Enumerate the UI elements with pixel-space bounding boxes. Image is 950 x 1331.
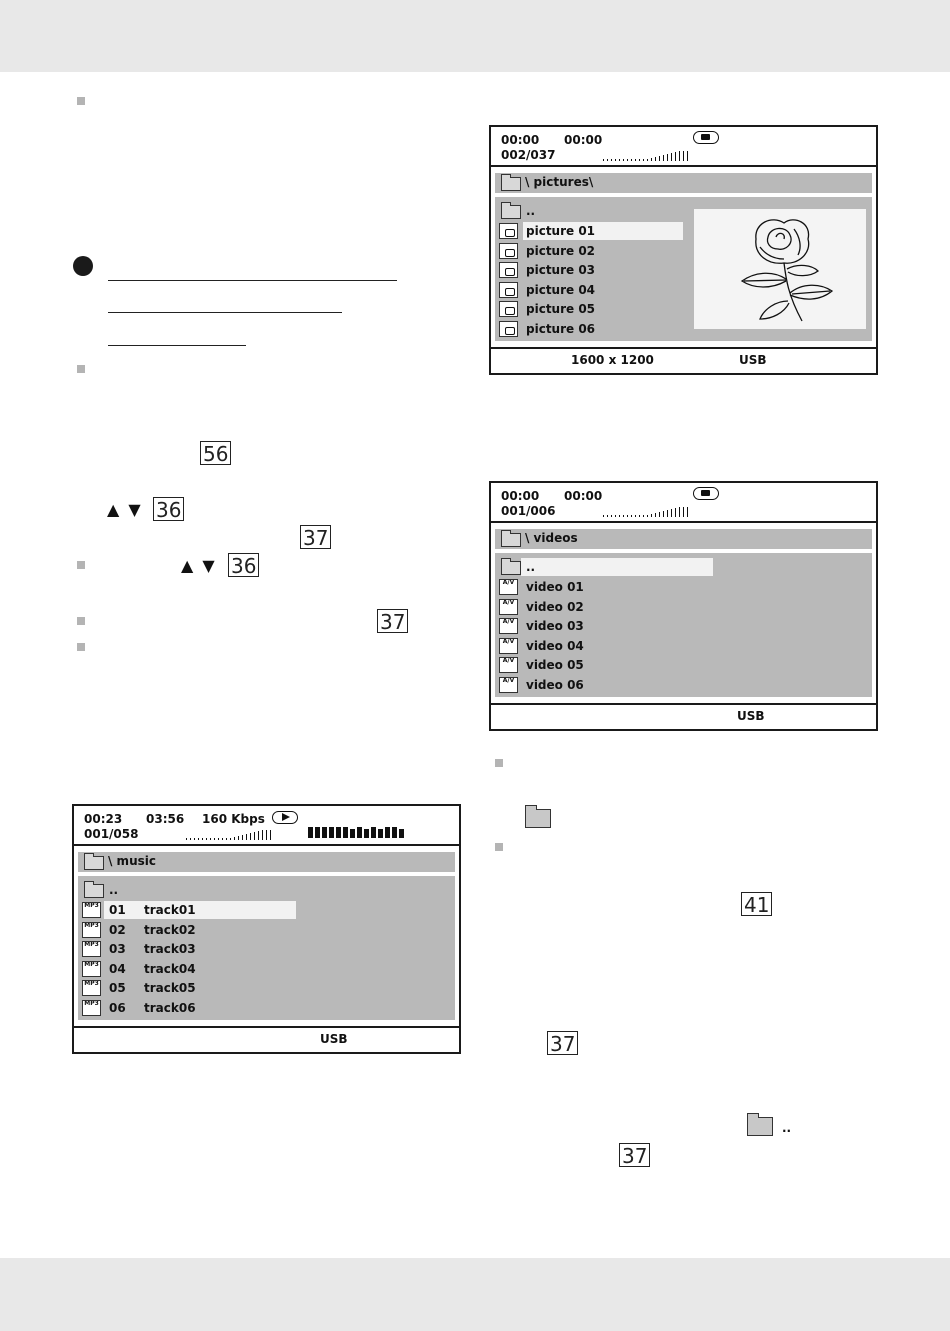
track-name: track05 (144, 981, 196, 995)
item-label: picture 04 (526, 283, 596, 297)
folder-icon (501, 533, 521, 547)
elapsed-time: 00:23 (84, 812, 123, 826)
item-label: video 01 (526, 580, 584, 594)
resolution-text: 1600 x 1200 (571, 353, 654, 367)
track-number: 03 (109, 942, 126, 956)
source-label: USB (739, 353, 767, 367)
equalizer-bar (336, 827, 341, 838)
blank-line (108, 345, 246, 346)
mp3-file-icon: MP3 (82, 922, 101, 938)
parent-label: .. (526, 560, 536, 574)
tick-mark (623, 515, 624, 517)
rose-illustration-icon (694, 209, 866, 329)
tick-mark (671, 153, 672, 161)
track-name: track01 (144, 903, 196, 917)
folder-icon (501, 205, 521, 219)
tick-mark (643, 159, 644, 161)
play-icon (272, 811, 298, 824)
equalizer-bar (350, 829, 355, 838)
list-item[interactable] (495, 222, 685, 241)
progress-ticks (603, 151, 693, 161)
tick-mark (206, 838, 207, 840)
file-list (495, 553, 872, 697)
equalizer-bar (378, 829, 383, 838)
current-path: \ pictures\ (525, 175, 594, 189)
equalizer-bar (364, 829, 369, 838)
list-item[interactable] (78, 901, 298, 920)
source-label: USB (320, 1032, 348, 1046)
ref-number-56: 56 (200, 441, 231, 465)
tick-mark (683, 151, 684, 161)
parent-folder-dots: .. (782, 1121, 792, 1135)
list-item[interactable] (495, 578, 715, 597)
equalizer-bar (322, 827, 327, 838)
tick-mark (667, 154, 668, 161)
track-name: track02 (144, 923, 196, 937)
file-counter: 001/058 (84, 827, 139, 841)
screen-header (491, 127, 876, 167)
mp3-file-icon: MP3 (82, 980, 101, 996)
equalizer-bar (385, 827, 390, 838)
video-file-icon: A/V (499, 657, 518, 673)
list-item[interactable] (78, 960, 298, 979)
folder-icon (84, 884, 104, 898)
parent-label: .. (526, 204, 536, 218)
equalizer-bar (308, 827, 313, 838)
tick-mark (663, 155, 664, 161)
track-name: track06 (144, 1001, 196, 1015)
item-label: video 06 (526, 678, 584, 692)
list-item[interactable] (495, 598, 715, 617)
track-name: track04 (144, 962, 196, 976)
equalizer-bars (308, 826, 408, 838)
tick-mark (242, 835, 243, 840)
up-down-arrow-icon: ▲ ▼ (181, 556, 217, 575)
tick-mark (254, 832, 255, 840)
video-file-icon: A/V (499, 638, 518, 654)
videos-screen (489, 481, 878, 731)
tick-mark (190, 838, 191, 840)
mp3-file-icon: MP3 (82, 961, 101, 977)
ref-number-37: 37 (619, 1143, 650, 1167)
tick-mark (627, 159, 628, 161)
tick-mark (687, 507, 688, 517)
tick-mark (679, 151, 680, 161)
tick-mark (222, 838, 223, 840)
folder-icon (84, 856, 104, 870)
track-number: 05 (109, 981, 126, 995)
tick-mark (607, 515, 608, 517)
current-path: \ videos (525, 531, 578, 545)
list-item[interactable] (495, 656, 715, 675)
tick-mark (627, 515, 628, 517)
item-label: picture 05 (526, 302, 596, 316)
list-item[interactable] (78, 999, 298, 1018)
tick-mark (607, 159, 608, 161)
ref-number-36: 36 (228, 553, 259, 577)
screen-footer (491, 347, 876, 373)
tick-mark (655, 157, 656, 161)
up-down-arrow-icon: ▲ ▼ (107, 500, 143, 519)
item-label: video 05 (526, 658, 584, 672)
tick-mark (214, 838, 215, 840)
bullet-marker (495, 843, 503, 851)
tick-mark (270, 830, 271, 840)
file-list (495, 197, 872, 341)
note-dot-icon (73, 256, 93, 276)
tick-mark (198, 838, 199, 840)
list-item[interactable] (495, 261, 685, 280)
stop-icon (693, 131, 719, 144)
screen-header (491, 483, 876, 523)
blank-line (108, 280, 397, 281)
tick-mark (631, 159, 632, 161)
ref-number-36: 36 (153, 497, 184, 521)
tick-mark (623, 159, 624, 161)
photo-file-icon (499, 321, 518, 337)
item-label: video 02 (526, 600, 584, 614)
tick-mark (663, 511, 664, 517)
screen-footer (491, 703, 876, 729)
video-file-icon: A/V (499, 618, 518, 634)
bullet-marker (77, 561, 85, 569)
tick-mark (603, 159, 604, 161)
file-counter: 002/037 (501, 148, 556, 162)
tick-mark (266, 830, 267, 840)
equalizer-bar (399, 829, 404, 838)
photo-file-icon (499, 223, 518, 239)
mp3-file-icon: MP3 (82, 902, 101, 918)
equalizer-bar (371, 827, 376, 838)
list-item[interactable] (495, 320, 685, 339)
mp3-file-icon: MP3 (82, 941, 101, 957)
equalizer-bar (343, 827, 348, 838)
elapsed-time: 00:00 (501, 133, 540, 147)
top-band (0, 0, 950, 72)
tick-mark (246, 834, 247, 840)
bitrate-text: 160 Kbps (202, 812, 265, 826)
tick-mark (258, 831, 259, 840)
source-label: USB (737, 709, 765, 723)
tick-mark (651, 158, 652, 161)
screen-footer (74, 1026, 459, 1052)
photo-file-icon (499, 301, 518, 317)
video-file-icon: A/V (499, 677, 518, 693)
list-item[interactable] (495, 281, 685, 300)
tick-mark (250, 833, 251, 840)
file-list (78, 876, 455, 1020)
path-bar (495, 173, 872, 193)
tick-mark (659, 156, 660, 161)
bullet-marker (77, 97, 85, 105)
tick-mark (186, 838, 187, 840)
tick-mark (687, 151, 688, 161)
bullet-marker (77, 643, 85, 651)
list-item[interactable] (495, 242, 685, 261)
ref-number-37: 37 (547, 1031, 578, 1055)
path-bar (495, 529, 872, 549)
tick-mark (635, 159, 636, 161)
tick-mark (238, 836, 239, 840)
track-number: 02 (109, 923, 126, 937)
item-label: picture 06 (526, 322, 596, 336)
progress-ticks (186, 830, 276, 840)
blank-line (108, 312, 342, 313)
tick-mark (643, 515, 644, 517)
tick-mark (647, 159, 648, 161)
folder-icon (501, 561, 521, 575)
tick-mark (667, 510, 668, 517)
screen-header (74, 806, 459, 846)
tick-mark (679, 507, 680, 517)
equalizer-bar (392, 827, 397, 838)
track-number: 01 (109, 903, 126, 917)
pictures-screen (489, 125, 878, 375)
list-item[interactable] (495, 617, 715, 636)
list-item[interactable] (495, 300, 685, 319)
total-time: 00:00 (564, 489, 603, 503)
equalizer-bar (329, 827, 334, 838)
tick-mark (655, 513, 656, 517)
bullet-marker (495, 759, 503, 767)
item-label: video 03 (526, 619, 584, 633)
total-time: 00:00 (564, 133, 603, 147)
tick-mark (635, 515, 636, 517)
photo-file-icon (499, 243, 518, 259)
tick-mark (194, 838, 195, 840)
ref-number-37: 37 (377, 609, 408, 633)
mp3-file-icon: MP3 (82, 1000, 101, 1016)
music-screen (72, 804, 461, 1054)
tick-mark (639, 159, 640, 161)
tick-mark (647, 515, 648, 517)
tick-mark (202, 838, 203, 840)
stop-icon (693, 487, 719, 500)
item-label: video 04 (526, 639, 584, 653)
picture-preview (694, 209, 866, 329)
video-file-icon: A/V (499, 599, 518, 615)
tick-mark (218, 838, 219, 840)
tick-mark (615, 159, 616, 161)
tick-mark (659, 512, 660, 517)
folder-icon (747, 1117, 773, 1136)
photo-file-icon (499, 262, 518, 278)
tick-mark (611, 159, 612, 161)
item-label: picture 02 (526, 244, 596, 258)
list-item[interactable] (78, 940, 298, 959)
list-item[interactable] (78, 979, 298, 998)
tick-mark (675, 152, 676, 161)
ref-number-37: 37 (300, 525, 331, 549)
tick-mark (651, 514, 652, 517)
tick-mark (619, 159, 620, 161)
video-file-icon: A/V (499, 579, 518, 595)
selection-highlight (104, 901, 296, 919)
folder-icon (501, 177, 521, 191)
track-name: track03 (144, 942, 196, 956)
tick-mark (230, 838, 231, 840)
list-item-parent[interactable] (495, 202, 685, 221)
file-counter: 001/006 (501, 504, 556, 518)
bullet-marker (77, 365, 85, 373)
total-time: 03:56 (146, 812, 185, 826)
track-number: 06 (109, 1001, 126, 1015)
selection-highlight (521, 558, 713, 576)
track-number: 04 (109, 962, 126, 976)
tick-mark (619, 515, 620, 517)
list-item-parent[interactable] (78, 881, 298, 900)
tick-mark (611, 515, 612, 517)
tick-mark (615, 515, 616, 517)
bullet-marker (77, 617, 85, 625)
list-item[interactable] (495, 676, 715, 695)
elapsed-time: 00:00 (501, 489, 540, 503)
tick-mark (603, 515, 604, 517)
ref-number-41: 41 (741, 892, 772, 916)
photo-file-icon (499, 282, 518, 298)
tick-mark (210, 838, 211, 840)
equalizer-bar (315, 827, 320, 838)
folder-icon (525, 809, 551, 828)
item-label: picture 03 (526, 263, 596, 277)
progress-ticks (603, 507, 693, 517)
tick-mark (234, 837, 235, 840)
list-item-parent[interactable] (495, 558, 715, 577)
tick-mark (683, 507, 684, 517)
path-bar (78, 852, 455, 872)
tick-mark (639, 515, 640, 517)
tick-mark (226, 838, 227, 840)
list-item[interactable] (495, 637, 715, 656)
item-label: picture 01 (526, 224, 596, 238)
tick-mark (631, 515, 632, 517)
parent-label: .. (109, 883, 119, 897)
equalizer-bar (357, 827, 362, 838)
tick-mark (671, 509, 672, 517)
bottom-band (0, 1258, 950, 1331)
tick-mark (262, 830, 263, 840)
tick-mark (675, 508, 676, 517)
current-path: \ music (108, 854, 156, 868)
list-item[interactable] (78, 921, 298, 940)
